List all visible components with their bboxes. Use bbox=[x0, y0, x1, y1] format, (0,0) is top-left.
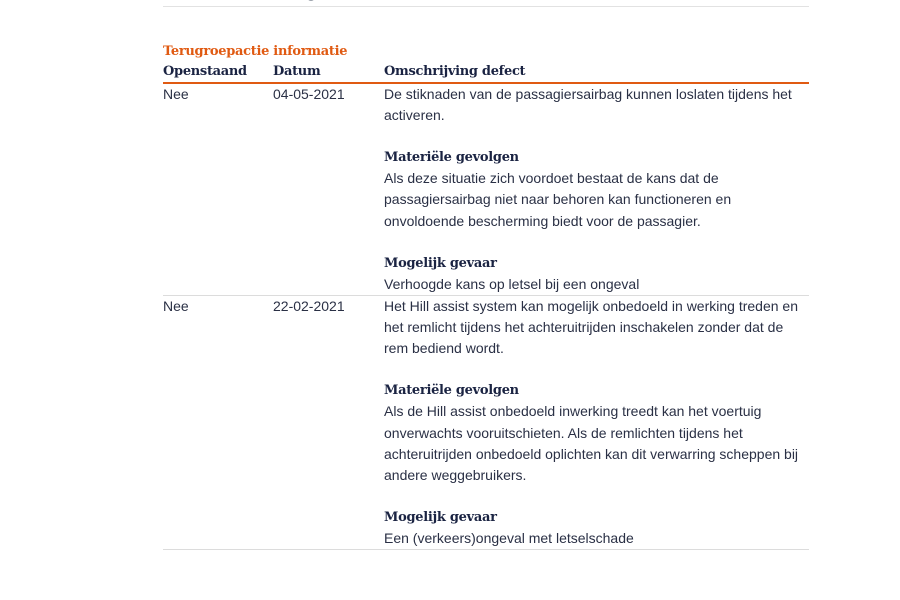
previous-section-divider bbox=[163, 6, 809, 7]
danger-heading: Mogelijk gevaar bbox=[384, 509, 497, 525]
description-cell bbox=[384, 296, 809, 549]
previous-text-remnant bbox=[307, 0, 315, 1]
table-row bbox=[163, 296, 809, 550]
header-open: Openstaand bbox=[163, 64, 247, 79]
header-date: Datum bbox=[273, 64, 321, 79]
consequences-text: Als de Hill assist onbedoeld inwerking treedt kan het voertuig onverwachts vooruitschieten. Als de remlichten tijdens het achteruitrijden onbedoeld oplichten kan dit verwarring scheppen bij andere weggebruikers. bbox=[384, 403, 799, 483]
date-cell: 22-02-2021 bbox=[273, 297, 345, 314]
danger-text: Een (verkeers)ongeval met letselschade bbox=[384, 529, 634, 546]
description-cell bbox=[384, 84, 809, 295]
consequences-text: Als deze situatie zich voordoet bestaat de kans dat de passagiersairbag niet naar behoren kan functioneren en onvoldoende bescherming biedt voor de passagier. bbox=[384, 170, 732, 229]
recall-section bbox=[163, 42, 809, 550]
spacer bbox=[384, 126, 809, 147]
table-header bbox=[163, 61, 809, 84]
consequences-heading: Materiële gevolgen bbox=[384, 383, 519, 399]
danger-text: Verhoogde kans op letsel bij een ongeval bbox=[384, 275, 640, 292]
spacer bbox=[384, 359, 809, 380]
section-title: Terugroepactie informatie bbox=[163, 44, 348, 59]
open-cell: Nee bbox=[163, 297, 189, 314]
date-cell: 04-05-2021 bbox=[273, 86, 345, 102]
open-cell: Nee bbox=[163, 86, 189, 102]
spacer bbox=[384, 232, 809, 253]
defect-description: De stiknaden van de passagiersairbag kunnen loslaten tijdens het activeren. bbox=[384, 86, 792, 124]
consequences-heading: Materiële gevolgen bbox=[384, 150, 519, 166]
header-description: Omschrijving defect bbox=[384, 64, 526, 79]
spacer bbox=[384, 486, 809, 507]
defect-description: Het Hill assist system kan mogelijk onbedoeld in werking treden en het remlicht tijdens het achteruitrijden inschakelen zonder dat de rem bediend wordt. bbox=[384, 297, 798, 357]
danger-heading: Mogelijk gevaar bbox=[384, 255, 497, 271]
table-row bbox=[163, 84, 809, 296]
